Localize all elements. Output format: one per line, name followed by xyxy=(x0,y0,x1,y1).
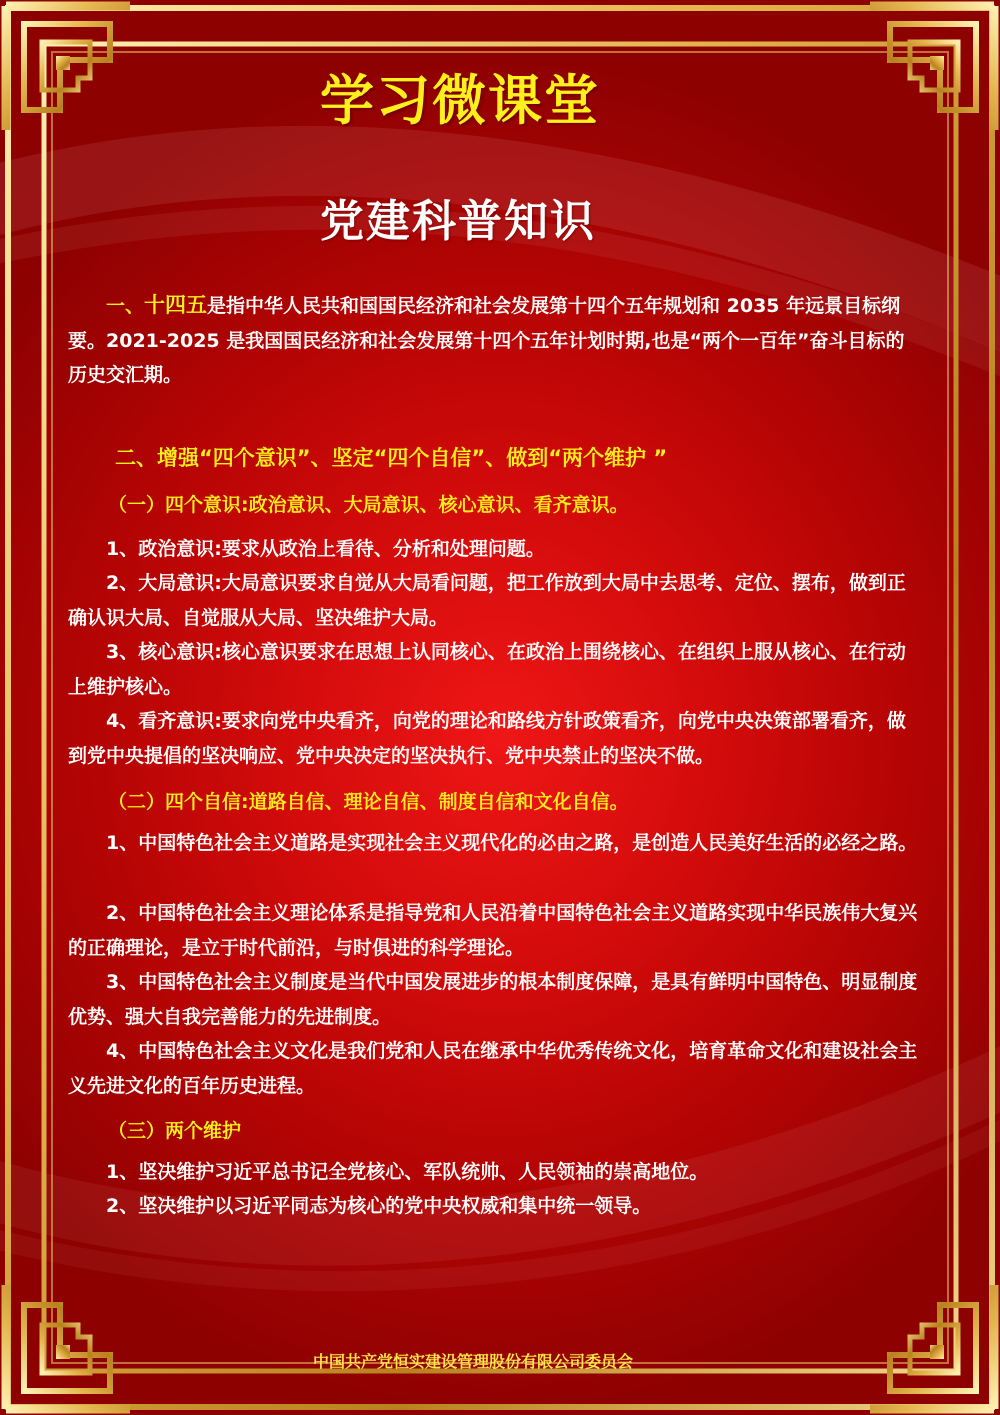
part-3-heading: （三）两个维护 xyxy=(108,1120,242,1142)
section-1-keyword: 十四五 xyxy=(144,293,208,317)
part-2-item-2: 2、中国特色社会主义理论体系是指导党和人民沿着中国特色社会主义道路实现中华民族伟大复兴的正确理论，是立于时代前沿，与时俱进的科学理论。 xyxy=(68,902,918,959)
part-2-heading: （二）四个自信:道路自信、理论自信、制度自信和文化自信。 xyxy=(108,791,629,813)
part-1-item-1: 1、政治意识:要求从政治上看待、分析和处理问题。 xyxy=(106,538,545,560)
section-1-text: 是指中华人民共和国国民经济和社会发展第十四个五年规划和 2035 年远景目标纲要。2021-2025 是我国国民经济和社会发展第十四个五年计划时期,也是“两个一百年”奋斗目标的历史交汇期。 xyxy=(68,295,905,386)
part-1-item-3: 3、核心意识:核心意识要求在思想上认同核心、在政治上围绕核心、在组织上服从核心、在行动上维护核心。 xyxy=(68,641,906,698)
part-3-item-2: 2、坚决维护以习近平同志为核心的党中央权威和集中统一领导。 xyxy=(106,1195,652,1217)
part-1-heading: （一）四个意识:政治意识、大局意识、核心意识、看齐意识。 xyxy=(108,494,629,516)
page-title: 学习微课堂 xyxy=(320,69,600,132)
part-2-item-3: 3、中国特色社会主义制度是当代中国发展进步的根本制度保障，是具有鲜明中国特色、明显制度优势、强大自我完善能力的先进制度。 xyxy=(68,971,918,1028)
footer-organization: 中国共产党恒实建设管理股份有限公司委员会 xyxy=(312,1352,633,1371)
part-3-item-1: 1、坚决维护习近平总书记全党核心、军队统帅、人民领袖的崇高地位。 xyxy=(106,1161,709,1183)
page-subtitle: 党建科普知识 xyxy=(320,196,596,247)
part-1-item-2: 2、大局意识:大局意识要求自觉从大局看问题，把工作放到大局中去思考、定位、摆布，做到正确认识大局、自觉服从大局、坚决维护大局。 xyxy=(68,572,906,629)
part-1-item-4: 4、看齐意识:要求向党中央看齐，向党的理论和路线方针政策看齐，向党中央决策部署看齐，做到党中央提倡的坚决响应、党中央决定的坚决执行、党中央禁止的坚决不做。 xyxy=(68,710,906,767)
part-2-item-4: 4、中国特色社会主义文化是我们党和人民在继承中华优秀传统文化，培育革命文化和建设社会主义先进文化的百年历史进程。 xyxy=(68,1040,918,1097)
section-2-heading: 二、增强“四个意识”、坚定“四个自信”、做到“两个维护 ” xyxy=(115,446,668,470)
section-1-prefix: 一、 xyxy=(106,295,145,317)
part-2-item-1: 1、中国特色社会主义道路是实现社会主义现代化的必由之路，是创造人民美好生活的必经之路。 xyxy=(106,832,918,854)
section-1-paragraph xyxy=(68,288,920,393)
